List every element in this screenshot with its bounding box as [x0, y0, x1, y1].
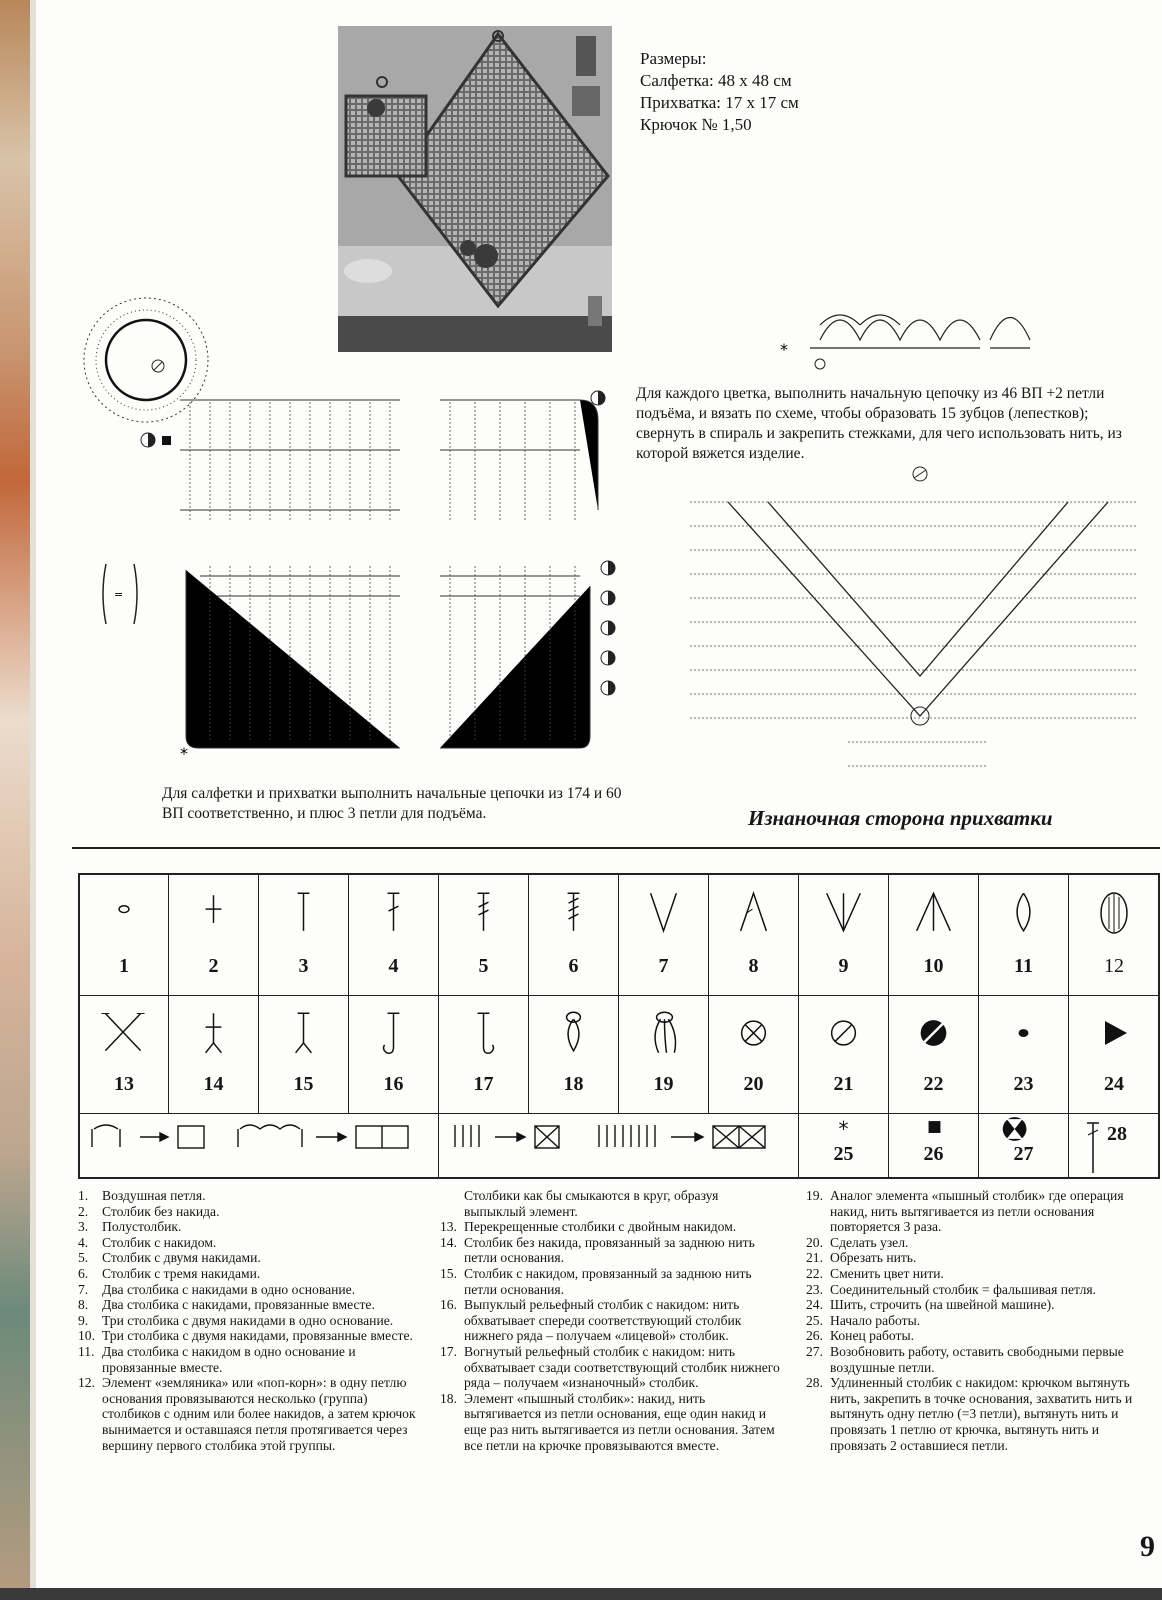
note-item	[78, 1313, 418, 1329]
legend-cell-16	[349, 995, 439, 1113]
text-label: Соединительный столбик = фальшивая петля.	[830, 1281, 1097, 1297]
legend-cell-27	[979, 1113, 1069, 1179]
text-label: Перекрещенные столбики с двойным накидом.	[464, 1219, 737, 1235]
note-item	[78, 1266, 418, 1282]
text-label: 18	[563, 1073, 584, 1095]
napkin-chart-bottom-left	[180, 556, 410, 761]
text-label: 1.	[78, 1188, 89, 1203]
text-label: 14.	[440, 1234, 457, 1250]
legend-cell-26	[889, 1113, 979, 1179]
flower-instructions: Для каждого цветка, выполнить начальную цепочку из 46 ВП +2 петли подъёма, и вязать по схеме, чтобы образовать 15 зубцов (лепестков); свернуть в спираль и закрепить стежками, для чего использовать нить, из которой вяжется изделие.	[636, 385, 1122, 462]
legend-cell-15	[259, 995, 349, 1113]
legend-cell-10	[889, 875, 979, 995]
text-label: 9	[838, 955, 849, 977]
text-label: Три столбика с двумя накидами, провязанные вместе.	[102, 1328, 413, 1344]
text-label: 21	[833, 1073, 854, 1095]
text-label: 28.	[806, 1375, 823, 1391]
text-label: Столбик с накидом.	[102, 1234, 217, 1250]
text-label: 2.	[78, 1203, 89, 1219]
legend-cell-1	[80, 875, 169, 995]
text-label: 25	[833, 1143, 854, 1165]
text-label: 9.	[78, 1312, 89, 1328]
note-item	[440, 1391, 780, 1453]
napkin-size: Салфетка: 48 х 48 см	[640, 71, 792, 90]
text-label: 2	[208, 955, 219, 977]
note-item	[806, 1375, 1146, 1453]
text-label: 11.	[78, 1343, 95, 1359]
text-label: 1	[119, 955, 129, 977]
note-item	[78, 1250, 418, 1266]
text-label: 12.	[78, 1375, 95, 1391]
text-label: 15.	[440, 1265, 457, 1281]
sizes-title: Размеры:	[640, 49, 707, 68]
note-item	[806, 1188, 1146, 1235]
chain-instructions: Для салфетки и прихватки выполнить начальные цепочки из 174 и 60 ВП соответственно, и плюс 3 петли для подъёма.	[162, 785, 622, 822]
note-item	[806, 1344, 1146, 1375]
text-label: 19	[653, 1073, 674, 1095]
note-item	[78, 1282, 418, 1298]
napkin-chart-bottom-right	[440, 556, 620, 761]
text-label: 3	[298, 955, 309, 977]
text-label: Аналог элемента «пышный столбик» где операция накид, нить вытягивается из петли основания повторяется 3 раза.	[830, 1188, 1124, 1235]
legend-cell-2	[169, 875, 259, 995]
legend-row-3	[80, 1113, 1158, 1179]
text-label: 16.	[440, 1297, 457, 1313]
note-item	[78, 1375, 418, 1453]
text-label: 8	[748, 955, 759, 977]
text-label: 20	[743, 1073, 764, 1095]
potholder-back-title: Изнаночная сторона прихватки	[748, 806, 1053, 830]
text-label: 25.	[806, 1312, 823, 1328]
text-label: Сменить цвет нити.	[830, 1265, 944, 1281]
note-continuation: Столбики как бы смыкаются в круг, образуя выпыклый элемент.	[464, 1188, 719, 1219]
text-label: Три столбика с двумя накидами в одно основание.	[102, 1312, 394, 1328]
text-label: 16	[383, 1073, 404, 1095]
text-label: 4.	[78, 1234, 89, 1250]
legend-cell-12	[1069, 875, 1159, 995]
section-divider	[72, 847, 1160, 849]
potholder-back-chart	[688, 466, 1138, 791]
text-label: 6	[568, 955, 579, 977]
text-label: Воздушная петля.	[102, 1188, 206, 1203]
text-label: Вогнутый рельефный столбик с накидом: нить обхватывает сзади соответствующий столбик нижнего ряда – получаем «изнаночный» столбик.	[464, 1343, 780, 1391]
text-label: 12	[1104, 955, 1124, 977]
page-number: 9	[1140, 1530, 1155, 1563]
legend-cell-20	[709, 995, 799, 1113]
left-photo-margin	[0, 0, 30, 1600]
note-item	[440, 1219, 780, 1235]
text-label: Столбик с тремя накидами.	[102, 1265, 261, 1281]
legend-cell-6	[529, 875, 619, 995]
text-label: Столбик без накида.	[102, 1203, 220, 1219]
text-label: 22	[923, 1073, 944, 1095]
note-item	[806, 1235, 1146, 1251]
text-label: Сделать узел.	[830, 1234, 909, 1250]
note-item	[806, 1297, 1146, 1313]
text-label: Два столбика с накидами, провязанные вместе.	[102, 1297, 375, 1313]
potholder-size: Прихватка: 17 х 17 см	[640, 93, 799, 112]
text-label: 26	[923, 1143, 944, 1165]
page-spine	[30, 0, 36, 1600]
text-label: 24.	[806, 1297, 823, 1313]
note-item	[806, 1266, 1146, 1282]
note-item	[440, 1235, 780, 1266]
legend-row-2	[80, 995, 1158, 1114]
legend-cell-4	[349, 875, 439, 995]
symbol-legend-table	[78, 873, 1160, 1179]
text-label: Удлиненный столбик с накидом: крючком вытянуть нить, закрепить в точке основания, захватить нить и вытянуть одну петлю (=3 петли), вытянуть нить и провязать 1 петлю от крючка, вытянуть нить и провязать 2 оставшиеся петли.	[830, 1375, 1133, 1453]
legend-cell-14	[169, 995, 259, 1113]
note-item	[78, 1219, 418, 1235]
sizes-block	[640, 48, 799, 136]
text-label: 13.	[440, 1219, 457, 1235]
legend-cell-5	[439, 875, 529, 995]
text-label: Выпуклый рельефный столбик с накидом: нить обхватывает спереди соответствующий столбик нижнего ряда – получаем «лицевой» столбик.	[464, 1297, 742, 1344]
svg-text:=: =	[114, 588, 124, 601]
text-label: 8.	[78, 1297, 89, 1313]
text-label: 28	[1107, 1123, 1127, 1145]
text-label: 4	[388, 955, 399, 977]
note-item	[78, 1235, 418, 1251]
start-asterisk-icon: *	[838, 1117, 849, 1141]
legend-cell-stitch-grouping	[439, 1113, 799, 1179]
note-item	[440, 1266, 780, 1297]
notes-column-1	[78, 1188, 418, 1453]
text-label: 5.	[78, 1250, 89, 1266]
note-item	[78, 1204, 418, 1220]
text-label: 17.	[440, 1343, 457, 1359]
text-label: Столбик с двумя накидами.	[102, 1250, 261, 1266]
legend-cell-chain-grouping	[80, 1113, 439, 1179]
svg-text:*: *	[780, 340, 788, 359]
text-label: 10.	[78, 1328, 95, 1344]
note-item	[78, 1344, 418, 1375]
note-item	[440, 1344, 780, 1391]
text-label: Начало работы.	[830, 1312, 921, 1328]
notes-column-3	[806, 1188, 1146, 1453]
legend-cell-18	[529, 995, 619, 1113]
hook-size: Крючок № 1,50	[640, 115, 752, 134]
legend-cell-24	[1069, 995, 1159, 1113]
note-item	[78, 1328, 418, 1344]
text-label: 5	[478, 955, 489, 977]
text-label: 17	[473, 1073, 494, 1095]
napkin-chart-top-right	[440, 390, 610, 530]
text-label: 7.	[78, 1281, 89, 1297]
text-label: 24	[1104, 1073, 1124, 1095]
bottom-scan-edge	[0, 1588, 1162, 1600]
text-label: 26.	[806, 1328, 823, 1344]
notes-column-2	[440, 1188, 780, 1453]
text-label: Столбик без накида, провязанный за заднюю нить петли основания.	[464, 1234, 755, 1266]
text-label: Столбик с накидом, провязанный за заднюю нить петли основания.	[464, 1265, 752, 1297]
svg-text:*: *	[180, 744, 188, 761]
legend-cell-23	[979, 995, 1069, 1113]
text-label: 27	[1013, 1143, 1034, 1165]
text-label: Элемент «пышный столбик»: накид, нить вытягивается из петли основания, еще один накид и еще раз нить вытягивается из петли основания. Затем все петли на крючке провязываются вместе.	[464, 1390, 775, 1453]
napkin-chart-top-left	[180, 390, 410, 530]
legend-cell-3	[259, 875, 349, 995]
note-item	[806, 1282, 1146, 1298]
note-item	[806, 1313, 1146, 1329]
equivalence-symbol	[100, 560, 150, 630]
text-label: Конец работы.	[830, 1328, 915, 1344]
text-label: Обрезать нить.	[830, 1250, 917, 1266]
product-photo	[338, 26, 612, 352]
note-item	[806, 1250, 1146, 1266]
legend-row-1	[80, 875, 1158, 996]
legend-cell-13	[80, 995, 169, 1113]
note-item	[78, 1188, 418, 1204]
legend-cell-28	[1069, 1113, 1159, 1179]
text-label: 13	[114, 1073, 134, 1095]
text-label: 14	[203, 1073, 224, 1095]
text-label: 10	[923, 955, 944, 977]
legend-cell-11	[979, 875, 1069, 995]
text-label: Два столбика с накидами в одно основание.	[102, 1281, 356, 1297]
text-label: 18.	[440, 1390, 457, 1406]
text-label: Полустолбик.	[102, 1219, 182, 1235]
text-label: 23	[1013, 1073, 1034, 1095]
note-item	[806, 1328, 1146, 1344]
legend-cell-19	[619, 995, 709, 1113]
text-label: 15	[293, 1073, 314, 1095]
legend-cell-21	[799, 995, 889, 1113]
note-item	[440, 1297, 780, 1344]
text-label: Возобновить работу, оставить свободными первые воздушные петли.	[830, 1343, 1124, 1375]
legend-cell-8	[709, 875, 799, 995]
text-label: 21.	[806, 1250, 823, 1266]
note-item	[78, 1297, 418, 1313]
text-label: 19.	[806, 1188, 823, 1203]
legend-cell-17	[439, 995, 529, 1113]
text-label: 3.	[78, 1219, 89, 1235]
text-label: 27.	[806, 1343, 823, 1359]
text-label: 22.	[806, 1265, 823, 1281]
legend-cell-7	[619, 875, 709, 995]
flower-chart	[780, 290, 1070, 370]
text-label: 6.	[78, 1265, 89, 1281]
text-label: 7	[658, 955, 669, 977]
text-label: Шить, строчить (на швейной машине).	[830, 1297, 1055, 1313]
text-label: 23.	[806, 1281, 823, 1297]
text-label: Элемент «земляника» или «поп-корн»: в одну петлю основания провязываются несколько (группа) столбиков с одним или более накидов, а затем крючок вынимается и оставшаяся петля протягивается через вершину первого столбика этой группы.	[102, 1375, 416, 1453]
text-label: Два столбика с накидом в одно основание и провязанные вместе.	[102, 1343, 356, 1375]
legend-cell-9	[799, 875, 889, 995]
text-label: 20.	[806, 1234, 823, 1250]
text-label: 11	[1014, 955, 1033, 977]
legend-cell-25	[799, 1113, 889, 1179]
legend-cell-22	[889, 995, 979, 1113]
